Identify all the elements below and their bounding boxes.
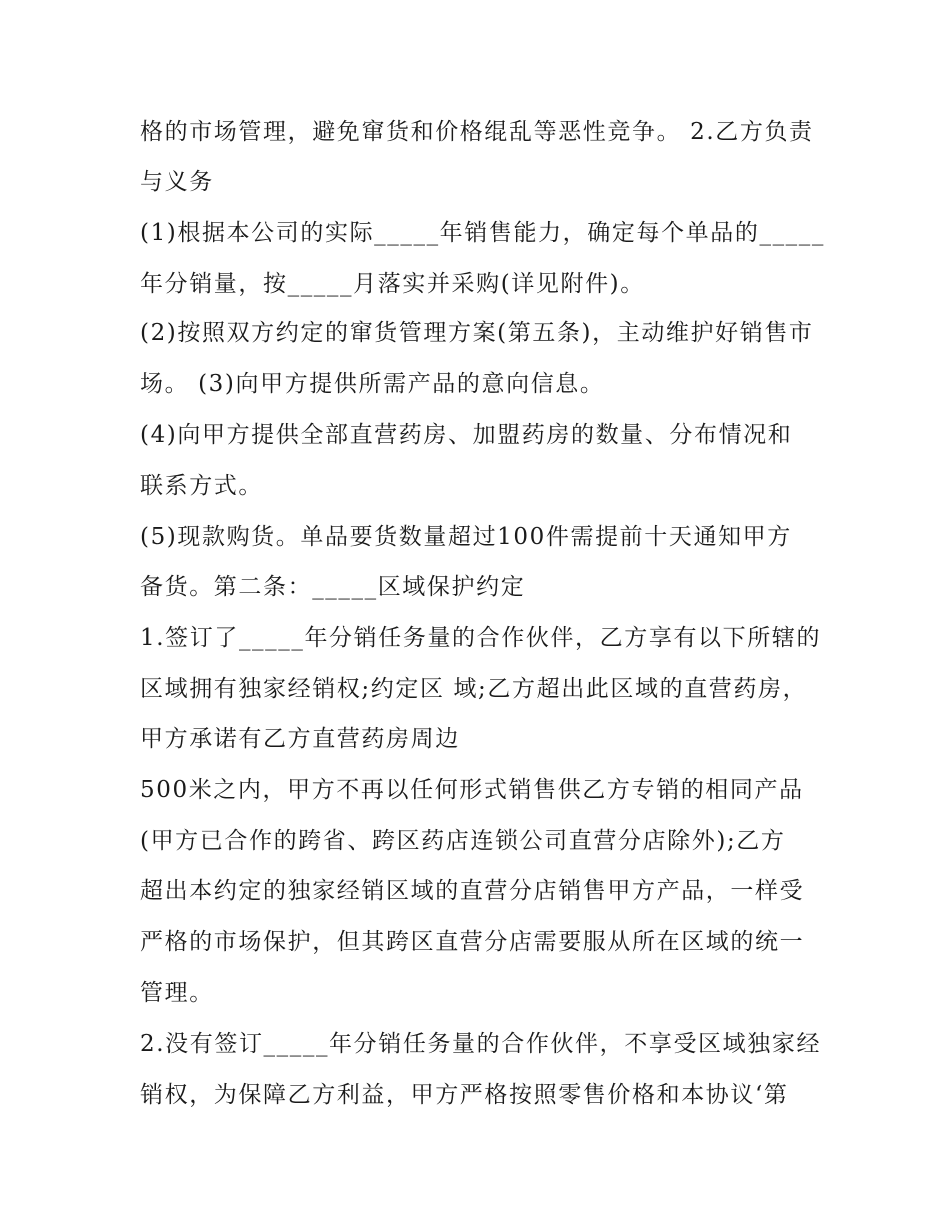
text-line: 备货。第二条：_____区域保护约定 (140, 574, 526, 600)
text-line: 严格的市场保护，但其跨区直营分店需要服从所在区域的统一 (140, 929, 805, 955)
text-line: 甲方承诺有乙方直营药房周边 (140, 726, 460, 752)
text-line: 与义务 (140, 169, 214, 195)
text-line: 联系方式。 (140, 473, 263, 499)
text-line: (4)向甲方提供全部直营药房、加盟药房的数量、分布情况和 (140, 422, 793, 448)
text-line: 1.签订了_____年分销任务量的合作伙伴，乙方享有以下所辖的 (140, 625, 822, 651)
text-line: 场。 (3)向甲方提供所需产品的意向信息。 (140, 371, 605, 397)
text-line: 2.没有签订_____年分销任务量的合作伙伴，不享受区域独家经 (140, 1031, 822, 1057)
text-line: 管理。 (140, 980, 214, 1006)
text-line: (甲方已合作的跨省、跨区药店连锁公司直营分店除外);乙方 (140, 828, 786, 854)
text-line: 格的市场管理，避免窜货和价格绲乱等恶性竞争。 2.乙方负责 (140, 119, 814, 145)
text-line: (1)根据本公司的实际_____年销售能力，确定每个单品的_____ (140, 220, 825, 246)
text-line: 销权，为保障乙方利益，甲方严格按照零售价格和本协议‘第 (140, 1082, 789, 1108)
text-line: 区域拥有独家经销权;约定区 域;乙方超出此区域的直营药房， (140, 676, 808, 702)
text-line: (5)现款购货。单品要货数量超过100件需提前十天通知甲方 (140, 524, 792, 550)
text-line: 500米之内，甲方不再以任何形式销售供乙方专销的相同产品 (140, 777, 804, 803)
text-line: (2)按照双方约定的窜货管理方案(第五条)，主动维护好销售市 (140, 320, 814, 346)
text-line: 年分销量，按_____月落实并采购(详见附件)。 (140, 271, 645, 297)
text-line: 超出本约定的独家经销区域的直营分店销售甲方产品，一样受 (140, 878, 805, 904)
